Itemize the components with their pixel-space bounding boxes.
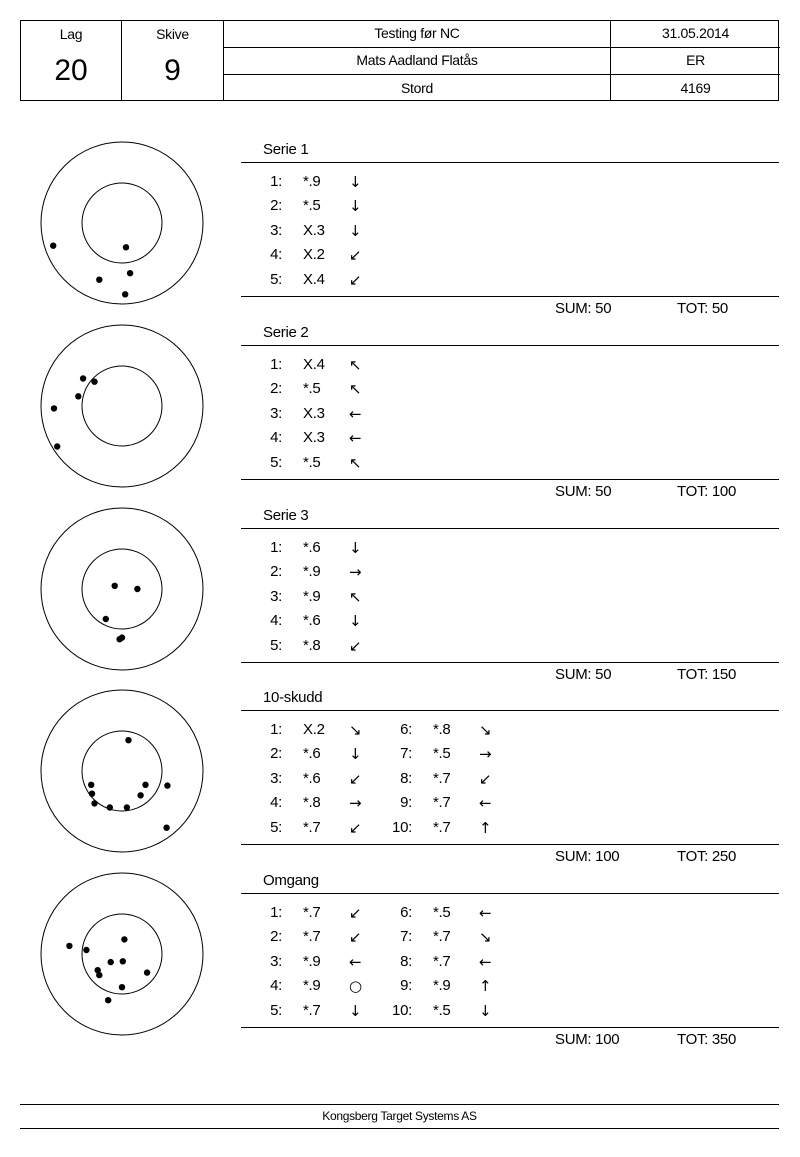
shot-number: 5: [270, 636, 282, 654]
series-divider [241, 844, 779, 845]
shot-number: 2: [270, 197, 282, 215]
direction-icon: ← [479, 794, 492, 813]
shot-score: *.7 [303, 1001, 321, 1019]
direction-icon: ↙ [349, 818, 362, 837]
target-inner-ring [82, 183, 162, 263]
shot-score: *.7 [433, 818, 451, 836]
shot-number: 1: [270, 904, 282, 921]
footer-divider-top [20, 1104, 779, 1105]
direction-icon: ← [349, 429, 362, 448]
shot-number: 1: [270, 721, 282, 738]
target-inner-ring [82, 549, 162, 629]
shot-hit-mark [107, 804, 113, 810]
direction-icon: ○ [349, 977, 362, 996]
shot-hit-mark [122, 291, 128, 297]
shot-number: 5: [270, 453, 282, 471]
shot-number: 4: [270, 794, 282, 812]
shot-hit-mark [120, 958, 126, 964]
shot-number: 5: [270, 1001, 282, 1019]
series-total: TOT: 350 [677, 1031, 737, 1048]
direction-icon: ↙ [349, 928, 362, 947]
series-divider [241, 710, 779, 711]
shot-number: 8: [400, 952, 412, 970]
direction-icon: ↓ [349, 1001, 362, 1020]
series-total: TOT: 50 [677, 300, 728, 317]
target-diagram [40, 507, 204, 671]
lag-label: Lag [59, 26, 83, 42]
shot-hit-mark [91, 800, 97, 806]
target-outer-ring [41, 325, 203, 487]
direction-icon: ↓ [479, 1001, 492, 1020]
shot-number: 9: [400, 977, 412, 995]
direction-icon: ← [349, 952, 362, 971]
target-diagram [40, 141, 204, 305]
shot-number: 7: [400, 928, 412, 946]
shot-score: *.7 [433, 952, 451, 970]
shot-number: 4: [270, 246, 282, 264]
shot-score: *.6 [303, 745, 321, 763]
shot-score: X.2 [303, 246, 325, 264]
shot-number: 3: [270, 221, 282, 239]
target-outer-ring [41, 690, 203, 852]
shot-number: 8: [400, 769, 412, 787]
direction-icon: ↓ [349, 197, 362, 216]
shot-number: 4: [270, 612, 282, 630]
shot-score: *.9 [303, 587, 321, 605]
direction-icon: ↘ [349, 721, 362, 739]
shot-hit-mark [105, 997, 111, 1003]
direction-icon: ↙ [349, 246, 362, 265]
direction-icon: ← [479, 952, 492, 971]
shot-hit-mark [51, 405, 57, 411]
target-inner-ring [82, 731, 162, 811]
shooter-id: 4169 [680, 80, 711, 96]
shot-score: X.3 [303, 404, 325, 422]
direction-icon: ↖ [349, 587, 362, 606]
shot-hit-mark [137, 792, 143, 798]
target-outer-ring [41, 873, 203, 1035]
series-divider [241, 296, 779, 297]
direction-icon: ↙ [349, 769, 362, 788]
shot-score: *.6 [303, 769, 321, 787]
shot-hit-mark [50, 243, 56, 249]
footer-divider-bottom [20, 1128, 779, 1129]
series-title: Omgang [263, 872, 319, 889]
target-inner-ring [82, 366, 162, 446]
series-title: Serie 3 [263, 507, 309, 524]
shot-number: 9: [400, 794, 412, 812]
series-divider [241, 479, 779, 480]
direction-icon: ↓ [349, 173, 362, 191]
shot-hit-mark [66, 943, 72, 949]
shot-score: *.7 [303, 928, 321, 946]
direction-icon: ↖ [349, 356, 362, 374]
shot-score: *.8 [303, 636, 321, 654]
direction-icon: ↖ [349, 453, 362, 472]
target-outer-ring [41, 508, 203, 670]
shot-number: 3: [270, 952, 282, 970]
shot-hit-mark [125, 737, 131, 743]
shot-score: *.8 [433, 721, 451, 738]
shot-score: *.5 [433, 1001, 451, 1019]
shot-score: X.3 [303, 429, 325, 447]
header-table [20, 20, 779, 101]
shot-hit-mark [124, 804, 130, 810]
shot-hit-mark [164, 782, 170, 788]
shot-hit-mark [134, 586, 140, 592]
shot-hit-mark [108, 959, 114, 965]
lag-value: 20 [54, 54, 88, 87]
target-outer-ring [41, 142, 203, 304]
shot-hit-mark [119, 634, 125, 640]
shot-hit-mark [163, 825, 169, 831]
shot-number: 3: [270, 404, 282, 422]
target-diagram [40, 689, 204, 853]
target-diagram [40, 324, 204, 488]
club-name: Stord [401, 80, 433, 96]
series-sum: SUM: 50 [555, 666, 612, 683]
shot-hit-mark [80, 375, 86, 381]
series-title: 10-skudd [263, 689, 323, 706]
shot-score: *.9 [433, 977, 451, 995]
direction-icon: ↑ [479, 977, 492, 996]
direction-icon: ↙ [349, 270, 362, 289]
shooter-name: Mats Aadland Flatås [356, 52, 478, 68]
direction-icon: → [349, 794, 362, 813]
shot-hit-mark [119, 984, 125, 990]
target-inner-ring [82, 914, 162, 994]
direction-icon: ↓ [349, 745, 362, 764]
shot-score: *.7 [303, 818, 321, 836]
shot-number: 5: [270, 818, 282, 836]
shot-hit-mark [123, 244, 129, 250]
shot-score: *.5 [303, 380, 321, 398]
shot-hit-mark [75, 393, 81, 399]
shot-score: *.5 [433, 904, 451, 921]
shot-score: *.7 [433, 928, 451, 946]
shot-number: 2: [270, 928, 282, 946]
target-diagram [40, 872, 204, 1036]
shot-score: *.9 [303, 173, 321, 190]
shot-hit-mark [121, 936, 127, 942]
direction-icon: ↘ [479, 928, 492, 947]
shot-number: 5: [270, 270, 282, 288]
shot-hit-mark [112, 583, 118, 589]
shot-score: *.7 [433, 794, 451, 812]
shot-score: *.7 [303, 904, 321, 921]
series-divider [241, 528, 779, 529]
direction-icon: → [349, 563, 362, 582]
shot-number: 3: [270, 769, 282, 787]
shot-hit-mark [89, 791, 95, 797]
series-divider [241, 1027, 779, 1028]
shot-score: *.9 [303, 952, 321, 970]
shot-score: X.3 [303, 221, 325, 239]
direction-icon: ↓ [349, 221, 362, 240]
shot-hit-mark [54, 443, 60, 449]
shot-score: X.2 [303, 721, 325, 738]
shot-number: 1: [270, 173, 282, 190]
series-sum: SUM: 50 [555, 483, 612, 500]
shot-hit-mark [96, 972, 102, 978]
direction-icon: ↓ [349, 539, 362, 557]
shot-score: *.6 [303, 539, 321, 556]
event-date: 31.05.2014 [661, 25, 730, 41]
shot-hit-mark [83, 947, 89, 953]
shooter-class: ER [686, 52, 705, 68]
direction-icon: ↖ [349, 380, 362, 399]
shot-number: 2: [270, 563, 282, 581]
shot-score: *.5 [303, 453, 321, 471]
shot-number: 3: [270, 587, 282, 605]
direction-icon: ↓ [349, 612, 362, 631]
shot-score: *.5 [433, 745, 451, 763]
shot-score: *.9 [303, 977, 321, 995]
series-title: Serie 2 [263, 324, 309, 341]
event-name: Testing før NC [374, 25, 460, 41]
shot-number: 10: [392, 1001, 412, 1019]
direction-icon: ↑ [479, 818, 492, 837]
series-divider [241, 662, 779, 663]
shot-number: 7: [400, 745, 412, 763]
direction-icon: ← [349, 404, 362, 423]
direction-icon: ↙ [349, 636, 362, 655]
direction-icon: ↘ [479, 721, 492, 739]
shot-number: 4: [270, 429, 282, 447]
direction-icon: ↙ [479, 769, 492, 788]
shot-hit-mark [103, 616, 109, 622]
series-divider [241, 345, 779, 346]
shot-score: X.4 [303, 270, 325, 288]
series-total: TOT: 150 [677, 666, 737, 683]
series-sum: SUM: 100 [555, 848, 620, 865]
skive-label: Skive [156, 26, 189, 42]
shot-score: *.9 [303, 563, 321, 581]
series-sum: SUM: 50 [555, 300, 612, 317]
shot-score: *.8 [303, 794, 321, 812]
series-total: TOT: 100 [677, 483, 737, 500]
shot-score: X.4 [303, 356, 325, 373]
series-title: Serie 1 [263, 141, 309, 158]
shot-number: 6: [400, 904, 412, 921]
shot-score: *.5 [303, 197, 321, 215]
shot-hit-mark [88, 782, 94, 788]
shot-number: 2: [270, 745, 282, 763]
direction-icon: ← [479, 904, 492, 922]
shot-number: 2: [270, 380, 282, 398]
shot-score: *.6 [303, 612, 321, 630]
shot-score: *.7 [433, 769, 451, 787]
direction-icon: → [479, 745, 492, 764]
series-sum: SUM: 100 [555, 1031, 620, 1048]
skive-value: 9 [164, 54, 181, 87]
shot-number: 4: [270, 977, 282, 995]
series-total: TOT: 250 [677, 848, 737, 865]
series-divider [241, 893, 779, 894]
footer-text: Kongsberg Target Systems AS [322, 1109, 477, 1123]
shot-hit-mark [142, 782, 148, 788]
shot-hit-mark [144, 969, 150, 975]
shot-number: 1: [270, 356, 282, 373]
direction-icon: ↙ [349, 904, 362, 922]
series-divider [241, 162, 779, 163]
shot-hit-mark [91, 379, 97, 385]
shot-number: 10: [392, 818, 412, 836]
shot-number: 1: [270, 539, 282, 556]
shot-hit-mark [96, 277, 102, 283]
shot-hit-mark [127, 270, 133, 276]
shot-number: 6: [400, 721, 412, 738]
